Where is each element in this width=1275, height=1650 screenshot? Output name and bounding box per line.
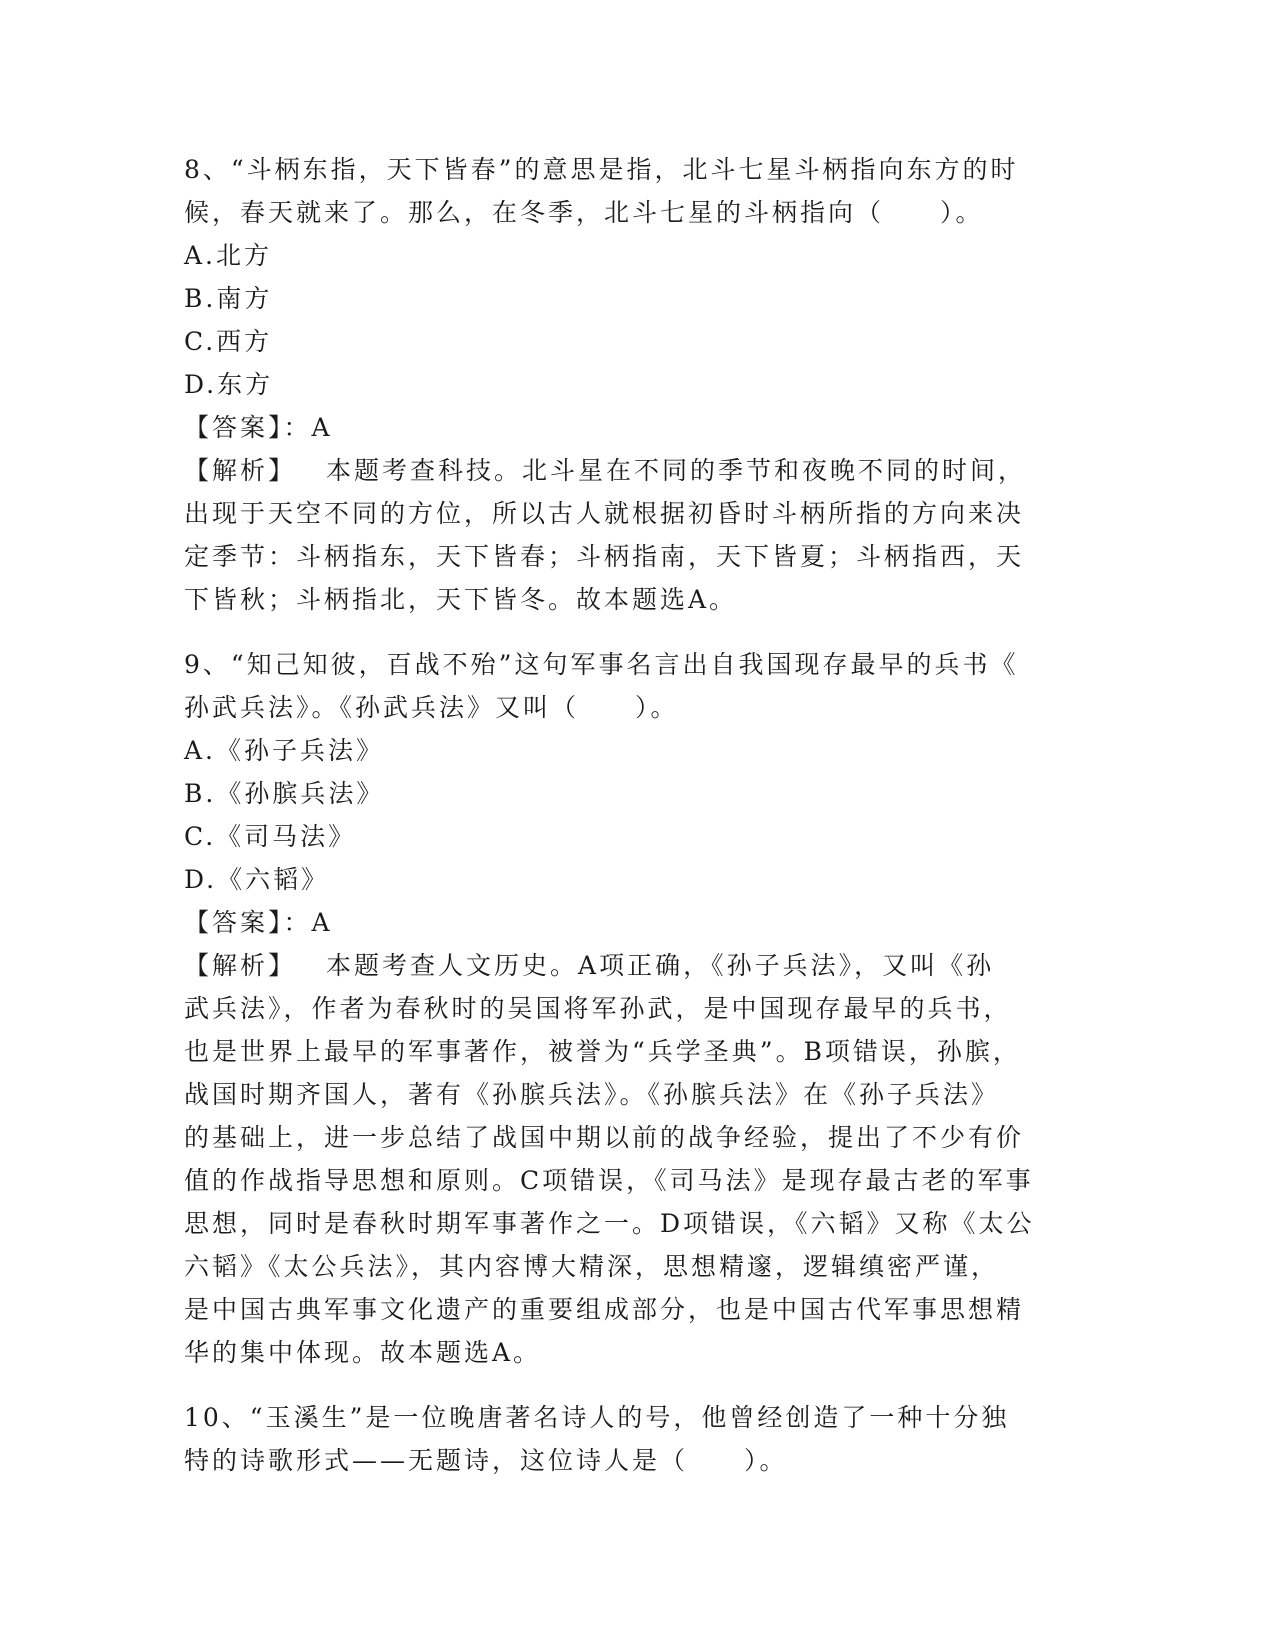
analysis-text: 本题考查科技。北斗星在不同的季节和夜晚不同的时间， <box>326 456 1027 485</box>
question-10 <box>184 1396 1084 1482</box>
analysis-line: 定季节：斗柄指东，天下皆春；斗柄指南，天下皆夏；斗柄指西，天 <box>184 542 1025 571</box>
answer-label: 【答案】： <box>184 413 312 442</box>
answer-value: A <box>311 413 333 442</box>
answer-line <box>184 406 1084 449</box>
option-b: B.南方 <box>184 284 273 313</box>
answer-label: 【答案】： <box>184 908 312 937</box>
question-9 <box>184 643 1084 1374</box>
analysis-line: 华的集中体现。故本题选A。 <box>184 1338 542 1367</box>
answer-line <box>184 901 1084 944</box>
question-stem-line: 10、“玉溪生”是一位晚唐著名诗人的号，他曾经创造了一种十分独 <box>184 1403 1010 1432</box>
analysis-line <box>184 449 1084 492</box>
analysis-line: 也是世界上最早的军事著作，被誉为“兵学圣典”。B项错误，孙膑， <box>184 1037 1021 1066</box>
analysis-label: 【解析】 <box>184 951 297 980</box>
analysis-line: 武兵法》，作者为春秋时的吴国将军孙武，是中国现存最早的兵书， <box>184 994 1012 1023</box>
analysis-text: 本题考查人文历史。A项正确，《孙子兵法》，又叫《孙 <box>326 951 995 980</box>
question-stem-line: 特的诗歌形式——无题诗，这位诗人是（ ）。 <box>184 1446 788 1475</box>
document-page <box>184 148 1084 1504</box>
option-a: A.北方 <box>184 241 273 270</box>
analysis-line: 思想，同时是春秋时期军事著作之一。D项错误，《六韬》又称《太公 <box>184 1209 1035 1238</box>
question-8 <box>184 148 1084 621</box>
question-stem-line: 9、“知己知彼，百战不殆”这句军事名言出自我国现存最早的兵书《 <box>184 650 1019 679</box>
analysis-line: 战国时期齐国人，著有《孙膑兵法》。《孙膑兵法》在《孙子兵法》 <box>184 1080 1000 1109</box>
analysis-line: 是中国古典军事文化遗产的重要组成部分，也是中国古代军事思想精 <box>184 1295 1025 1324</box>
analysis-label: 【解析】 <box>184 456 297 485</box>
option-d: D.东方 <box>184 370 274 399</box>
analysis-line <box>184 944 1084 987</box>
analysis-line: 出现于天空不同的方位，所以古人就根据初昏时斗柄所指的方向来决 <box>184 499 1025 528</box>
question-stem-line: 候，春天就来了。那么，在冬季，北斗七星的斗柄指向（ ）。 <box>184 198 984 227</box>
analysis-line: 六韬》《太公兵法》，其内容博大精深，思想精邃，逻辑缜密严谨， <box>184 1252 1000 1281</box>
option-d: D.《六韬》 <box>184 865 330 894</box>
option-b: B.《孙膑兵法》 <box>184 779 385 808</box>
question-stem-line: 孙武兵法》。《孙武兵法》又叫（ ）。 <box>184 693 679 722</box>
option-c: C.《司马法》 <box>184 822 357 851</box>
answer-value: A <box>311 908 333 937</box>
option-a: A.《孙子兵法》 <box>184 736 385 765</box>
analysis-line: 值的作战指导思想和原则。C项错误，《司马法》是现存最古老的军事 <box>184 1166 1034 1195</box>
analysis-line: 的基础上，进一步总结了战国中期以前的战争经验，提出了不少有价 <box>184 1123 1025 1152</box>
option-c: C.西方 <box>184 327 273 356</box>
question-stem-line: 8、“斗柄东指，天下皆春”的意思是指，北斗七星斗柄指向东方的时 <box>184 155 1019 184</box>
analysis-line: 下皆秋；斗柄指北，天下皆冬。故本题选A。 <box>184 585 738 614</box>
